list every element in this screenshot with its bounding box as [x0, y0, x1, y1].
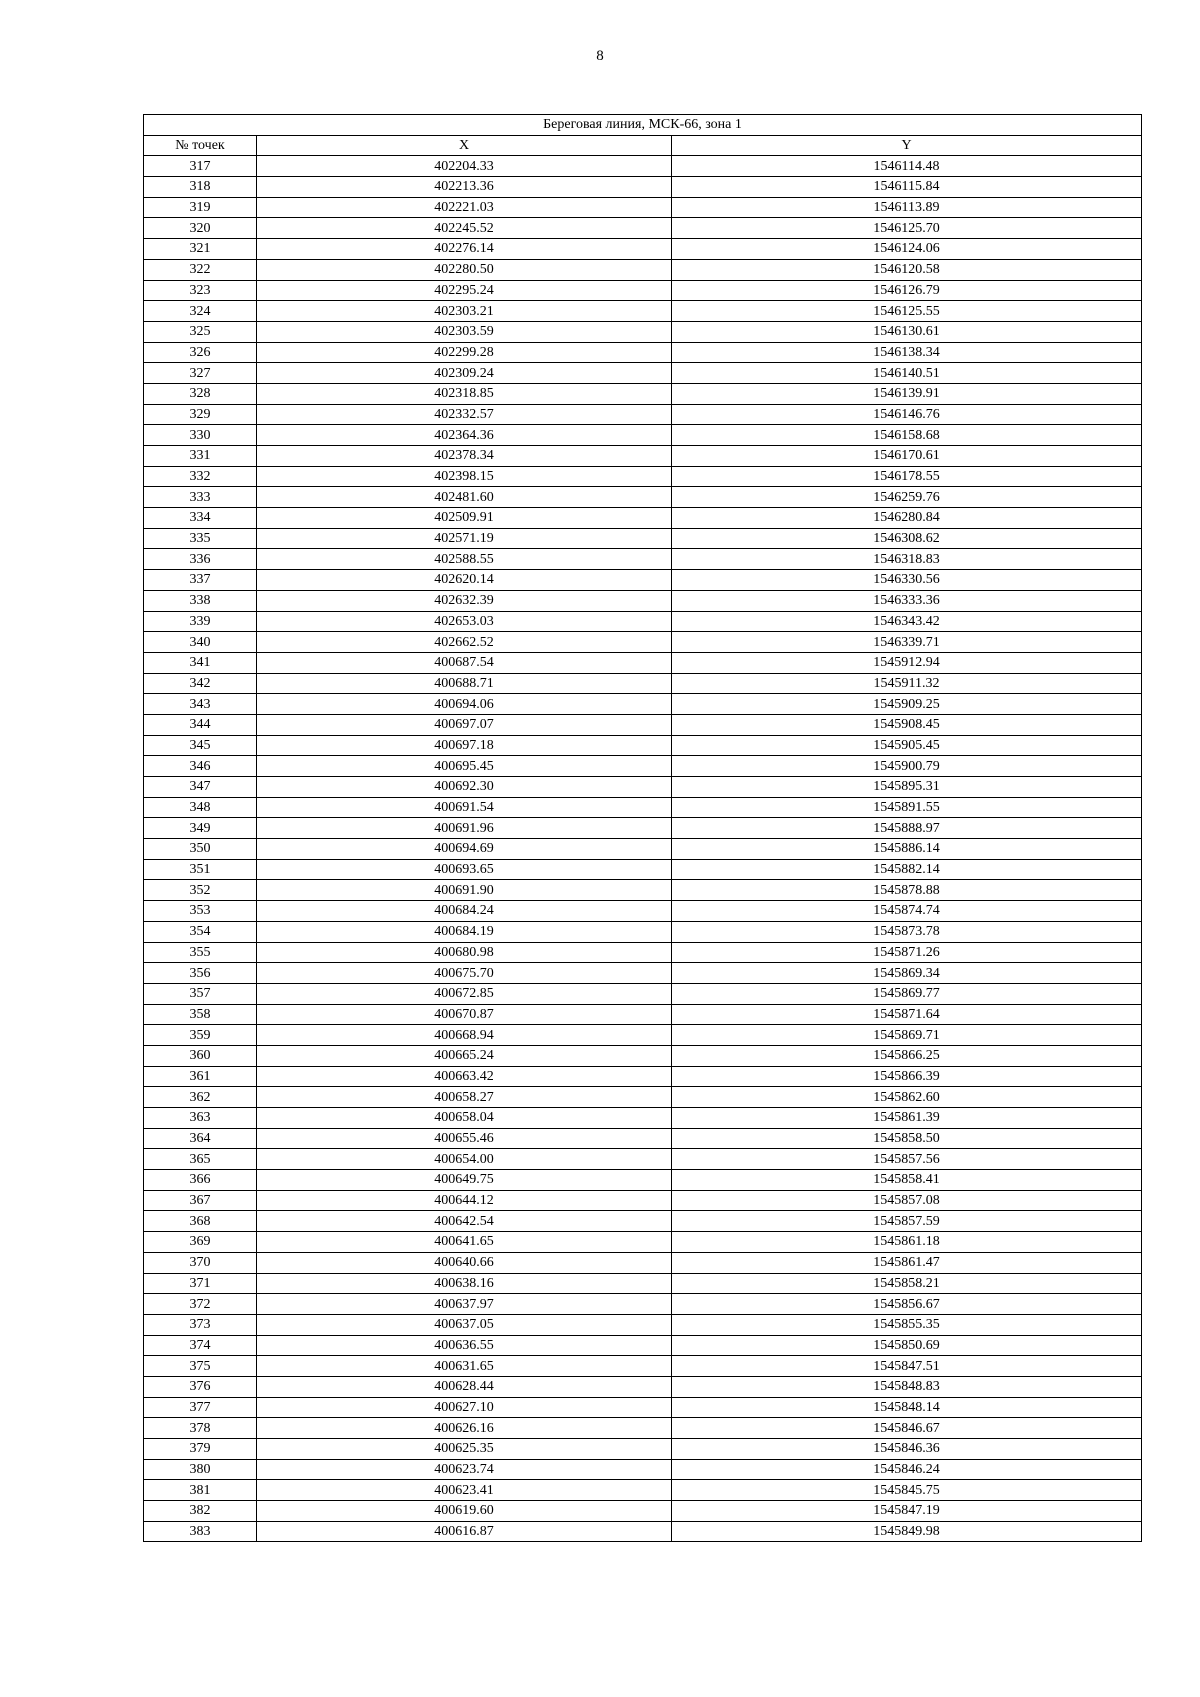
- cell-y: 1546138.34: [672, 342, 1142, 363]
- cell-x: 402213.36: [257, 177, 672, 198]
- cell-y: 1545869.34: [672, 963, 1142, 984]
- cell-x: 402378.34: [257, 446, 672, 467]
- cell-point-number: 350: [144, 839, 257, 860]
- cell-point-number: 370: [144, 1252, 257, 1273]
- cell-y: 1545869.77: [672, 983, 1142, 1004]
- cell-x: 402588.55: [257, 549, 672, 570]
- cell-point-number: 347: [144, 777, 257, 798]
- cell-y: 1545857.59: [672, 1211, 1142, 1232]
- cell-x: 400695.45: [257, 756, 672, 777]
- cell-y: 1546343.42: [672, 611, 1142, 632]
- cell-point-number: 320: [144, 218, 257, 239]
- cell-point-number: 368: [144, 1211, 257, 1232]
- table-header-row: [144, 135, 1142, 156]
- cell-x: 402620.14: [257, 570, 672, 591]
- cell-point-number: 339: [144, 611, 257, 632]
- cell-y: 1545905.45: [672, 735, 1142, 756]
- cell-y: 1546178.55: [672, 466, 1142, 487]
- cell-point-number: 343: [144, 694, 257, 715]
- cell-x: 400623.41: [257, 1480, 672, 1501]
- table-title-row: [144, 115, 1142, 136]
- cell-point-number: 338: [144, 590, 257, 611]
- cell-y: 1545866.25: [672, 1045, 1142, 1066]
- table-row: [144, 714, 1142, 735]
- cell-x: 402481.60: [257, 487, 672, 508]
- cell-point-number: 340: [144, 632, 257, 653]
- table-row: [144, 1252, 1142, 1273]
- cell-point-number: 336: [144, 549, 257, 570]
- cell-point-number: 377: [144, 1397, 257, 1418]
- cell-point-number: 322: [144, 259, 257, 280]
- cell-point-number: 359: [144, 1025, 257, 1046]
- cell-point-number: 318: [144, 177, 257, 198]
- cell-y: 1545891.55: [672, 797, 1142, 818]
- table-row: [144, 652, 1142, 673]
- cell-x: 400649.75: [257, 1170, 672, 1191]
- cell-x: 400694.69: [257, 839, 672, 860]
- cell-y: 1545845.75: [672, 1480, 1142, 1501]
- cell-x: 400670.87: [257, 1004, 672, 1025]
- cell-y: 1545850.69: [672, 1335, 1142, 1356]
- table-row: [144, 1190, 1142, 1211]
- cell-y: 1545857.08: [672, 1190, 1142, 1211]
- cell-y: 1545846.36: [672, 1439, 1142, 1460]
- table-body: [144, 156, 1142, 1542]
- cell-point-number: 366: [144, 1170, 257, 1191]
- cell-y: 1545847.51: [672, 1356, 1142, 1377]
- table-row: [144, 1211, 1142, 1232]
- cell-point-number: 356: [144, 963, 257, 984]
- cell-y: 1546330.56: [672, 570, 1142, 591]
- table-row: [144, 446, 1142, 467]
- table-row: [144, 383, 1142, 404]
- cell-x: 402299.28: [257, 342, 672, 363]
- cell-y: 1546280.84: [672, 508, 1142, 529]
- cell-x: 402245.52: [257, 218, 672, 239]
- cell-point-number: 362: [144, 1087, 257, 1108]
- cell-point-number: 341: [144, 652, 257, 673]
- cell-y: 1546120.58: [672, 259, 1142, 280]
- cell-y: 1546124.06: [672, 239, 1142, 260]
- table-row: [144, 611, 1142, 632]
- cell-y: 1545848.14: [672, 1397, 1142, 1418]
- cell-y: 1545873.78: [672, 921, 1142, 942]
- table-row: [144, 818, 1142, 839]
- cell-x: 402303.59: [257, 321, 672, 342]
- cell-y: 1545895.31: [672, 777, 1142, 798]
- cell-y: 1546333.36: [672, 590, 1142, 611]
- table-row: [144, 1087, 1142, 1108]
- table-row: [144, 735, 1142, 756]
- cell-point-number: 357: [144, 983, 257, 1004]
- table-row: [144, 839, 1142, 860]
- cell-x: 400637.97: [257, 1294, 672, 1315]
- table-row: [144, 1004, 1142, 1025]
- cell-x: 400680.98: [257, 942, 672, 963]
- cell-y: 1546125.70: [672, 218, 1142, 239]
- cell-y: 1545866.39: [672, 1066, 1142, 1087]
- cell-y: 1545855.35: [672, 1314, 1142, 1335]
- cell-x: 400694.06: [257, 694, 672, 715]
- table-row: [144, 942, 1142, 963]
- cell-x: 400640.66: [257, 1252, 672, 1273]
- cell-x: 400658.27: [257, 1087, 672, 1108]
- table-row: [144, 239, 1142, 260]
- cell-point-number: 337: [144, 570, 257, 591]
- cell-x: 402280.50: [257, 259, 672, 280]
- cell-y: 1546170.61: [672, 446, 1142, 467]
- table-row: [144, 777, 1142, 798]
- table-row: [144, 301, 1142, 322]
- cell-x: 400693.65: [257, 859, 672, 880]
- cell-y: 1545856.67: [672, 1294, 1142, 1315]
- cell-point-number: 331: [144, 446, 257, 467]
- cell-point-number: 345: [144, 735, 257, 756]
- table-row: [144, 1025, 1142, 1046]
- cell-y: 1545874.74: [672, 901, 1142, 922]
- cell-point-number: 330: [144, 425, 257, 446]
- table-row: [144, 1439, 1142, 1460]
- table-row: [144, 1521, 1142, 1542]
- cell-x: 400688.71: [257, 673, 672, 694]
- cell-x: 400691.90: [257, 880, 672, 901]
- cell-point-number: 364: [144, 1128, 257, 1149]
- cell-y: 1545861.18: [672, 1232, 1142, 1253]
- cell-y: 1545847.19: [672, 1501, 1142, 1522]
- cell-x: 400638.16: [257, 1273, 672, 1294]
- cell-point-number: 376: [144, 1376, 257, 1397]
- cell-x: 400663.42: [257, 1066, 672, 1087]
- cell-x: 402632.39: [257, 590, 672, 611]
- cell-x: 400668.94: [257, 1025, 672, 1046]
- table-row: [144, 1108, 1142, 1129]
- cell-x: 400697.18: [257, 735, 672, 756]
- cell-y: 1545912.94: [672, 652, 1142, 673]
- header-x: X: [257, 135, 672, 156]
- table-row: [144, 983, 1142, 1004]
- cell-x: 402303.21: [257, 301, 672, 322]
- cell-y: 1546113.89: [672, 197, 1142, 218]
- cell-point-number: 381: [144, 1480, 257, 1501]
- cell-y: 1545861.47: [672, 1252, 1142, 1273]
- table-row: [144, 1418, 1142, 1439]
- cell-y: 1546125.55: [672, 301, 1142, 322]
- cell-y: 1545869.71: [672, 1025, 1142, 1046]
- cell-point-number: 342: [144, 673, 257, 694]
- cell-y: 1545878.88: [672, 880, 1142, 901]
- cell-y: 1545857.56: [672, 1149, 1142, 1170]
- cell-point-number: 373: [144, 1314, 257, 1335]
- cell-x: 400691.54: [257, 797, 672, 818]
- cell-y: 1545882.14: [672, 859, 1142, 880]
- cell-point-number: 361: [144, 1066, 257, 1087]
- cell-x: 400654.00: [257, 1149, 672, 1170]
- cell-point-number: 332: [144, 466, 257, 487]
- cell-y: 1545858.21: [672, 1273, 1142, 1294]
- cell-point-number: 327: [144, 363, 257, 384]
- header-y: Y: [672, 135, 1142, 156]
- table-row: [144, 342, 1142, 363]
- table-row: [144, 590, 1142, 611]
- cell-x: 402309.24: [257, 363, 672, 384]
- table-row: [144, 1501, 1142, 1522]
- cell-x: 400625.35: [257, 1439, 672, 1460]
- cell-x: 400675.70: [257, 963, 672, 984]
- cell-y: 1545846.67: [672, 1418, 1142, 1439]
- cell-point-number: 360: [144, 1045, 257, 1066]
- table-row: [144, 1273, 1142, 1294]
- cell-point-number: 380: [144, 1459, 257, 1480]
- cell-point-number: 375: [144, 1356, 257, 1377]
- cell-x: 402221.03: [257, 197, 672, 218]
- cell-y: 1545871.26: [672, 942, 1142, 963]
- cell-point-number: 326: [144, 342, 257, 363]
- table-row: [144, 1128, 1142, 1149]
- table-row: [144, 756, 1142, 777]
- table-row: [144, 156, 1142, 177]
- table-title: Береговая линия, МСК-66, зона 1: [144, 115, 1142, 136]
- cell-point-number: 348: [144, 797, 257, 818]
- cell-x: 400644.12: [257, 1190, 672, 1211]
- cell-y: 1545862.60: [672, 1087, 1142, 1108]
- cell-y: 1546146.76: [672, 404, 1142, 425]
- cell-y: 1545909.25: [672, 694, 1142, 715]
- cell-point-number: 329: [144, 404, 257, 425]
- table-row: [144, 466, 1142, 487]
- cell-y: 1545911.32: [672, 673, 1142, 694]
- cell-point-number: 369: [144, 1232, 257, 1253]
- table-row: [144, 1356, 1142, 1377]
- cell-y: 1546259.76: [672, 487, 1142, 508]
- table-row: [144, 880, 1142, 901]
- cell-y: 1545848.83: [672, 1376, 1142, 1397]
- table-row: [144, 363, 1142, 384]
- cell-x: 400692.30: [257, 777, 672, 798]
- cell-y: 1546140.51: [672, 363, 1142, 384]
- table-row: [144, 425, 1142, 446]
- cell-point-number: 365: [144, 1149, 257, 1170]
- table-row: [144, 921, 1142, 942]
- cell-x: 400642.54: [257, 1211, 672, 1232]
- table-row: [144, 673, 1142, 694]
- page-number: 8: [596, 48, 604, 64]
- cell-x: 402318.85: [257, 383, 672, 404]
- cell-point-number: 334: [144, 508, 257, 529]
- table-row: [144, 487, 1142, 508]
- cell-x: 400616.87: [257, 1521, 672, 1542]
- cell-y: 1546126.79: [672, 280, 1142, 301]
- table-row: [144, 1480, 1142, 1501]
- cell-x: 402571.19: [257, 528, 672, 549]
- cell-y: 1545846.24: [672, 1459, 1142, 1480]
- cell-y: 1545908.45: [672, 714, 1142, 735]
- cell-point-number: 354: [144, 921, 257, 942]
- cell-x: 402276.14: [257, 239, 672, 260]
- cell-x: 400619.60: [257, 1501, 672, 1522]
- cell-point-number: 367: [144, 1190, 257, 1211]
- cell-point-number: 372: [144, 1294, 257, 1315]
- cell-x: 400684.19: [257, 921, 672, 942]
- cell-point-number: 325: [144, 321, 257, 342]
- cell-y: 1545858.50: [672, 1128, 1142, 1149]
- cell-y: 1545888.97: [672, 818, 1142, 839]
- cell-point-number: 328: [144, 383, 257, 404]
- table-row: [144, 259, 1142, 280]
- cell-point-number: 344: [144, 714, 257, 735]
- cell-x: 400641.65: [257, 1232, 672, 1253]
- cell-x: 402204.33: [257, 156, 672, 177]
- table-row: [144, 570, 1142, 591]
- cell-y: 1545858.41: [672, 1170, 1142, 1191]
- cell-x: 400687.54: [257, 652, 672, 673]
- table-row: [144, 1459, 1142, 1480]
- cell-x: 400626.16: [257, 1418, 672, 1439]
- cell-y: 1545861.39: [672, 1108, 1142, 1129]
- cell-x: 402364.36: [257, 425, 672, 446]
- table-row: [144, 1294, 1142, 1315]
- table-row: [144, 1232, 1142, 1253]
- cell-point-number: 319: [144, 197, 257, 218]
- cell-y: 1546130.61: [672, 321, 1142, 342]
- cell-x: 402295.24: [257, 280, 672, 301]
- cell-point-number: 352: [144, 880, 257, 901]
- cell-y: 1545886.14: [672, 839, 1142, 860]
- cell-point-number: 349: [144, 818, 257, 839]
- cell-y: 1546339.71: [672, 632, 1142, 653]
- table-row: [144, 694, 1142, 715]
- cell-point-number: 324: [144, 301, 257, 322]
- cell-point-number: 317: [144, 156, 257, 177]
- cell-y: 1546308.62: [672, 528, 1142, 549]
- table-row: [144, 528, 1142, 549]
- cell-point-number: 353: [144, 901, 257, 922]
- cell-point-number: 346: [144, 756, 257, 777]
- table-row: [144, 1170, 1142, 1191]
- cell-y: 1546318.83: [672, 549, 1142, 570]
- cell-x: 400655.46: [257, 1128, 672, 1149]
- cell-x: 400665.24: [257, 1045, 672, 1066]
- cell-y: 1546115.84: [672, 177, 1142, 198]
- cell-y: 1546139.91: [672, 383, 1142, 404]
- cell-y: 1545871.64: [672, 1004, 1142, 1025]
- table-row: [144, 1397, 1142, 1418]
- table-row: [144, 1066, 1142, 1087]
- cell-point-number: 379: [144, 1439, 257, 1460]
- table-row: [144, 1376, 1142, 1397]
- cell-y: 1546114.48: [672, 156, 1142, 177]
- table-row: [144, 218, 1142, 239]
- cell-y: 1546158.68: [672, 425, 1142, 446]
- cell-point-number: 358: [144, 1004, 257, 1025]
- table-row: [144, 1335, 1142, 1356]
- cell-x: 400684.24: [257, 901, 672, 922]
- cell-x: 400658.04: [257, 1108, 672, 1129]
- table-row: [144, 280, 1142, 301]
- table-row: [144, 797, 1142, 818]
- cell-x: 400631.65: [257, 1356, 672, 1377]
- cell-point-number: 363: [144, 1108, 257, 1129]
- table-row: [144, 404, 1142, 425]
- cell-point-number: 383: [144, 1521, 257, 1542]
- cell-x: 400637.05: [257, 1314, 672, 1335]
- cell-point-number: 374: [144, 1335, 257, 1356]
- cell-y: 1545900.79: [672, 756, 1142, 777]
- cell-x: 400636.55: [257, 1335, 672, 1356]
- table-row: [144, 508, 1142, 529]
- table-row: [144, 963, 1142, 984]
- table-row: [144, 632, 1142, 653]
- cell-x: 402662.52: [257, 632, 672, 653]
- cell-x: 400697.07: [257, 714, 672, 735]
- table-row: [144, 321, 1142, 342]
- table-row: [144, 901, 1142, 922]
- cell-x: 400672.85: [257, 983, 672, 1004]
- table-row: [144, 177, 1142, 198]
- table-row: [144, 1314, 1142, 1335]
- cell-point-number: 323: [144, 280, 257, 301]
- cell-x: 400628.44: [257, 1376, 672, 1397]
- cell-x: 402398.15: [257, 466, 672, 487]
- cell-x: 400623.74: [257, 1459, 672, 1480]
- cell-point-number: 335: [144, 528, 257, 549]
- table-row: [144, 197, 1142, 218]
- cell-x: 402332.57: [257, 404, 672, 425]
- cell-point-number: 355: [144, 942, 257, 963]
- coordinates-table: [143, 114, 1142, 1542]
- cell-point-number: 333: [144, 487, 257, 508]
- table-row: [144, 1045, 1142, 1066]
- cell-point-number: 378: [144, 1418, 257, 1439]
- cell-point-number: 321: [144, 239, 257, 260]
- table-row: [144, 549, 1142, 570]
- cell-x: 400691.96: [257, 818, 672, 839]
- cell-point-number: 351: [144, 859, 257, 880]
- cell-x: 400627.10: [257, 1397, 672, 1418]
- cell-y: 1545849.98: [672, 1521, 1142, 1542]
- cell-x: 402653.03: [257, 611, 672, 632]
- header-point-number: № точек: [144, 135, 257, 156]
- table-row: [144, 859, 1142, 880]
- cell-x: 402509.91: [257, 508, 672, 529]
- table-row: [144, 1149, 1142, 1170]
- cell-point-number: 371: [144, 1273, 257, 1294]
- cell-point-number: 382: [144, 1501, 257, 1522]
